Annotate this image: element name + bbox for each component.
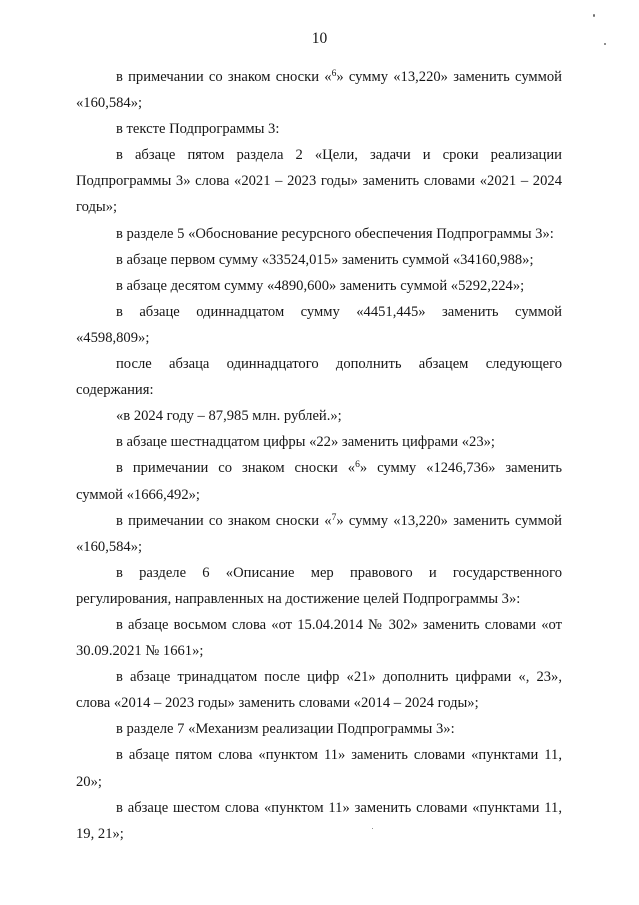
paragraph: в абзаце восьмом слова «от 15.04.2014 № 302» заменить словами «от 30.09.2021 № 1661»;: [76, 616, 562, 660]
paragraph: после абзаца одиннадцатого дополнить абзацем следующего содержания:: [76, 356, 562, 399]
page-number: 10: [311, 30, 328, 47]
paragraph: в абзаце пятом раздела 2 «Цели, задачи и сроки реализации Подпрограммы 3» слова «2021 – 2023 годы» заменить словами «2021 – 2024 годы»;: [76, 147, 562, 216]
paragraph: в тексте Подпрограммы 3:: [116, 121, 280, 138]
paragraph-text: » сумму «13,220» заменить суммой «160,584»;: [76, 512, 562, 555]
paragraph-text: в примечании со знаком сноски «: [116, 460, 356, 477]
paragraph: в абзаце пятом слова «пунктом 11» заменить словами «пунктами 11, 20»;: [76, 747, 562, 790]
paragraph: [76, 64, 562, 116]
footnote-marker: 6: [331, 69, 337, 79]
scan-speck: [604, 43, 606, 45]
paragraph: в разделе 5 «Обоснование ресурсного обеспечения Подпрограммы 3»:: [116, 225, 554, 242]
paragraph: «в 2024 году – 87,985 млн. рублей.»;: [116, 408, 342, 425]
paragraph: в разделе 7 «Механизм реализации Подпрограммы 3»:: [116, 721, 455, 738]
scan-speck: [593, 14, 595, 17]
document-body: [76, 64, 562, 847]
paragraph: [76, 508, 562, 560]
paragraph: в разделе 6 «Описание мер правового и государственного регулирования, направленных на достижение целей Подпрограммы 3»:: [76, 564, 562, 607]
paragraph: в абзаце шестом слова «пунктом 11» заменить словами «пунктами 11, 19, 21»;: [76, 799, 562, 842]
paragraph: в абзаце первом сумму «33524,015» заменить суммой «34160,988»;: [116, 251, 534, 268]
footnote-marker: 7: [331, 512, 337, 523]
paragraph-text: » сумму «1246,736» заменить суммой «1666,492»;: [76, 460, 563, 503]
paragraph: в абзаце шестнадцатом цифры «22» заменить цифрами «23»;: [116, 434, 495, 451]
paragraph: в абзаце десятом сумму «4890,600» заменить суммой «5292,224»;: [116, 277, 525, 294]
paragraph-text: » сумму «13,220» заменить суммой «160,584»;: [76, 69, 562, 112]
paragraph: [76, 455, 562, 507]
paragraph: в абзаце одиннадцатом сумму «4451,445» заменить суммой «4598,809»;: [76, 303, 562, 346]
paragraph-text: в примечании со знаком сноски «: [116, 512, 332, 529]
scan-speck: [372, 828, 373, 829]
footnote-marker: 6: [355, 460, 360, 471]
paragraph-text: в примечании со знаком сноски «: [116, 69, 332, 85]
paragraph: в абзаце тринадцатом после цифр «21» дополнить цифрами «, 23», слова «2014 – 2023 годы» заменить словами «2014 – 2024 годы»;: [76, 669, 562, 712]
